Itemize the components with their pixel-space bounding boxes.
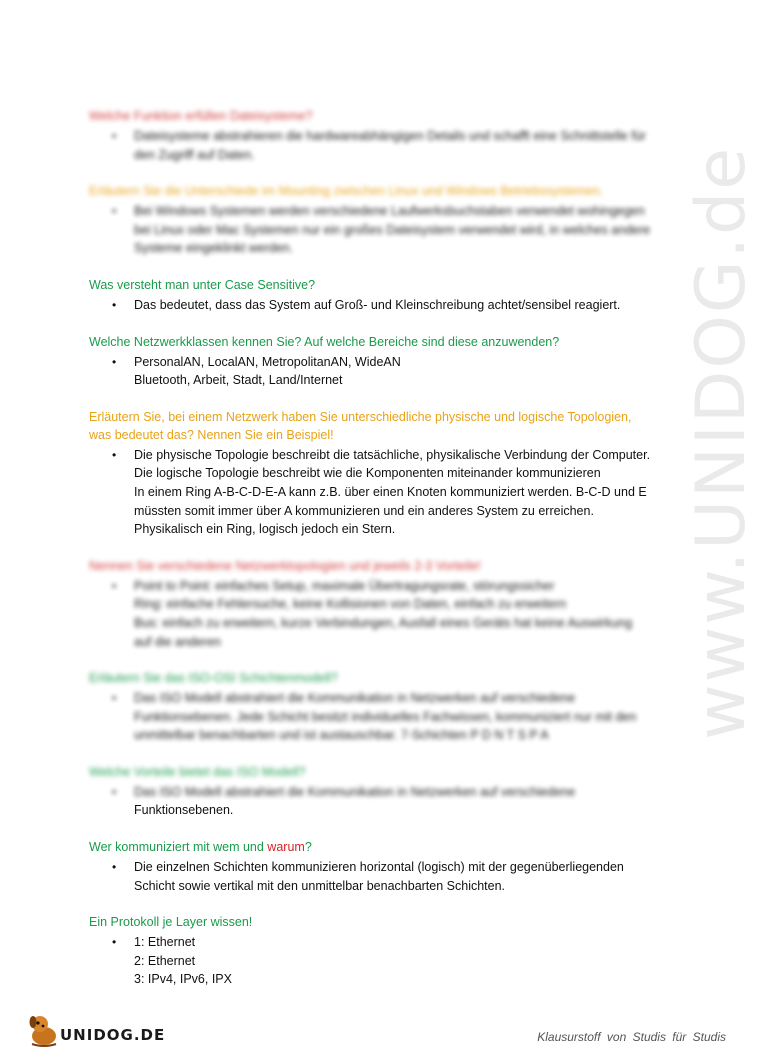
answer-item [112,933,679,989]
qa-section-protocols [89,913,679,989]
document-content [89,107,679,1007]
bullet-icon: • [112,129,117,143]
answer-list [89,446,679,539]
answer-line: Schicht sowie vertikal mit den unmittelbar benachbarten Schichten. [134,878,506,893]
answer-list [89,933,679,989]
answer-item [112,353,679,390]
unidog-logo [24,1010,164,1050]
answer-item [112,446,679,539]
qa-section-topology-advantages [89,557,679,651]
answer-line: Dateisysteme abstrahieren die hardwareabhängigen Details und schafft eine Schnittstelle für [134,129,646,143]
answer-line: Die logische Topologie beschreibt wie die Komponenten miteinander kommunizieren [134,466,601,481]
answer-line: Systeme eingeklinkt werden. [134,241,294,256]
answer-item [112,127,679,164]
question-heading [89,408,679,444]
answer-list [89,783,679,820]
answer-line: den Zugriff auf Daten. [134,147,255,162]
answer-item [112,202,679,258]
answer-item [112,577,679,651]
bullet-icon: • [112,860,117,875]
answer-list [89,296,679,315]
answer-line: Funktionsebenen. [134,803,234,818]
bullet-icon: • [112,297,117,312]
qa-section-osi-model [89,669,679,745]
answer-line: Funktionsebenen. Jede Schicht besitzt individuelles Fachwissen, kommuniziert nur mit den [134,709,637,724]
qa-section-communication [89,838,679,895]
question-heading: Was versteht man unter Case Sensitive? [89,277,316,292]
answer-line: 3: IPv4, IPv6, IPX [134,972,232,987]
question-heading: Welche Funktion erfüllen Dateisysteme? [89,109,313,123]
question-heading: Erläutern Sie das ISO-OSI Schichtenmodell? [89,671,338,686]
answer-line: Das ISO Modell abstrahiert die Kommunikation in Netzwerken auf verschiedene [134,691,576,706]
bullet-icon: • [112,204,117,219]
answer-list [89,577,679,651]
question-heading: Welche Vorteile bietet das ISO Modell? [89,764,306,779]
bullet-icon: • [112,691,117,706]
answer-list [89,689,679,745]
answer-line: Die einzelnen Schichten kommunizieren horizontal (logisch) mit der gegenüberliegenden [134,860,624,875]
answer-line: Die physische Topologie beschreibt die tatsächliche, physikalische Verbindung der Computer. [134,447,651,462]
question-heading: Nennen Sie verschiedene Netzwerktopologien und jeweils 2-3 Vorteile! [89,558,481,573]
question-heading: Erläutern Sie die Unterschiede im Mounting zwischen Linux und Windows Betriebssystemen. [89,184,604,199]
answer-list [89,858,679,895]
answer-line: Das ISO Modell abstrahiert die Kommunikation in Netzwerken auf verschiedene [134,784,576,799]
question-heading [89,838,679,856]
footer-slogan: Klausurstoff von Studis für Studis [537,1030,726,1044]
dog-mascot-icon [24,1010,64,1050]
answer-item [112,689,679,745]
answer-line: Point to Point: einfaches Setup, maximale Übertragungsrate, störungssicher [134,578,555,593]
answer-line: Physikalisch ein Ring, logisch jedoch ein Stern. [134,522,396,537]
qa-section-filesystems [89,107,679,164]
answer-line: PersonalAN, LocalAN, MetropolitanAN, WideAN [134,354,401,369]
question-line: was bedeutet das? Nennen Sie ein Beispiel! [89,427,334,442]
bullet-icon: • [112,447,117,462]
watermark-text: www.UNIDOG.de [682,145,761,740]
answer-line: 1: Ethernet [134,935,196,950]
bullet-icon: • [112,578,117,593]
question-text: ? [304,840,312,855]
answer-line: bei Linux oder Mac Systemen nur ein großes Dateisystem verwendet wird, in welches andere [134,222,651,237]
qa-section-network-classes [89,333,679,390]
question-highlight: warum [267,840,305,855]
question-heading: Welche Netzwerkklassen kennen Sie? Auf welche Bereiche sind diese anzuwenden? [89,334,560,349]
answer-line: Das bedeutet, dass das System auf Groß- und Kleinschreibung achtet/sensibel reagiert. [134,297,621,312]
qa-section-case-sensitive [89,276,679,315]
answer-list [89,353,679,390]
answer-line: In einem Ring A-B-C-D-E-A kann z.B. über einen Knoten kommuniziert werden. B-C-D und E [134,484,647,499]
answer-line: müssten somit immer über A kommunizieren und ein anderes System zu erreichen. [134,503,594,518]
answer-list [89,202,679,258]
question-line: Erläutern Sie, bei einem Netzwerk haben Sie unterschiedliche physische und logische Topologien, [89,409,632,424]
qa-section-mounting [89,182,679,258]
answer-line: 2: Ethernet [134,953,196,968]
answer-item [112,858,679,895]
answer-line: Bus: einfach zu erweitern, kurze Verbindungen, Ausfall eines Geräts hat keine Auswirkung [134,615,633,630]
qa-section-topologies [89,408,679,539]
answer-line: Bluetooth, Arbeit, Stadt, Land/Internet [134,373,343,388]
answer-item [112,783,679,820]
qa-section-iso-advantages [89,763,679,820]
answer-line: Bei Windows Systemen werden verschiedene Laufwerksbuchstaben verwendet wohingegen [134,204,645,219]
answer-line: auf die anderen [134,634,221,649]
bullet-icon: • [112,354,117,369]
logo-text: UNIDOG.DE [60,1026,166,1044]
answer-list [89,127,679,164]
answer-line: Ring: einfache Fehlersuche, keine Kollisionen von Daten, einfach zu erweitern [134,597,567,612]
bullet-icon: • [112,935,117,950]
answer-line: unmittelbar benachbarten und ist austauschbar. 7-Schichten P D N T S P A [134,728,549,743]
answer-item [112,296,679,315]
question-heading: Ein Protokoll je Layer wissen! [89,915,253,930]
bullet-icon: • [112,784,117,799]
question-text: Wer kommuniziert mit wem und [89,840,268,855]
